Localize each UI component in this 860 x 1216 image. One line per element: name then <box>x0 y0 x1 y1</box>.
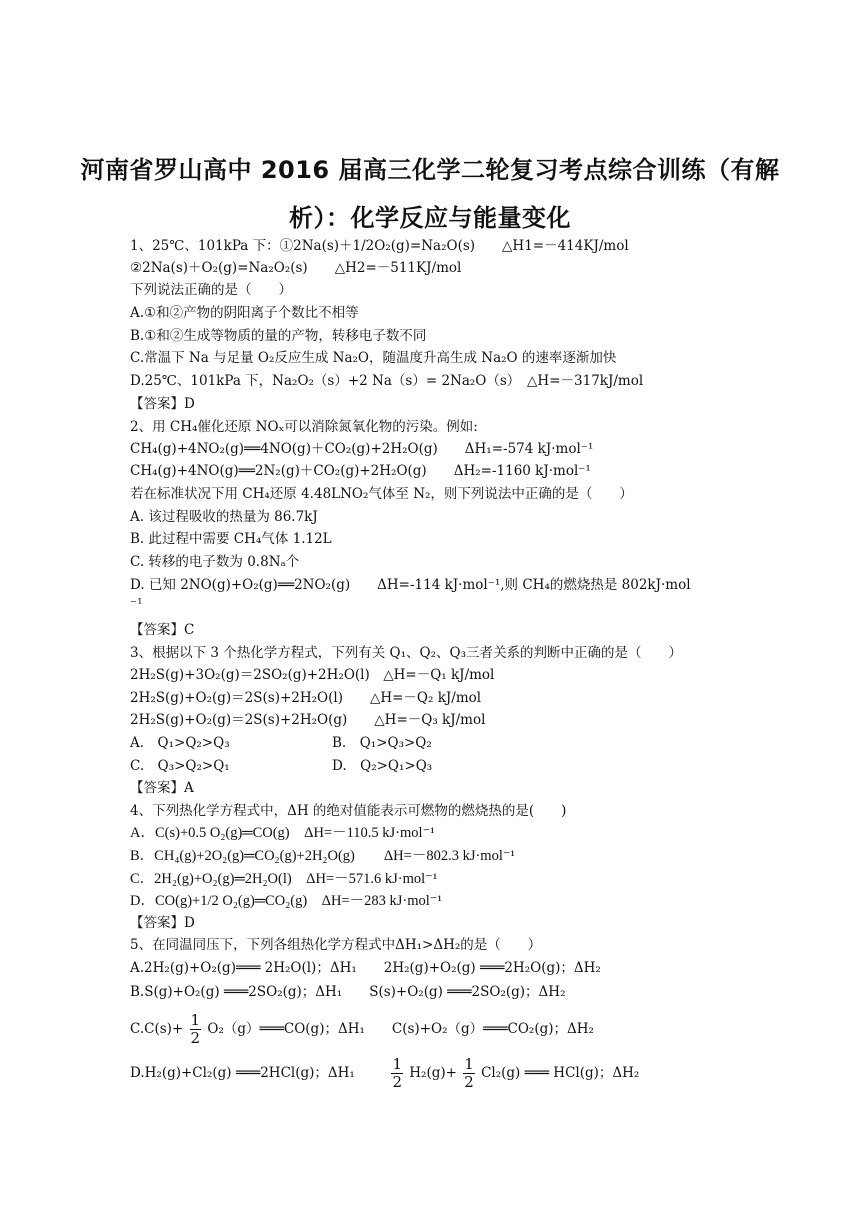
q3-answer: 【答案】A <box>130 780 194 796</box>
title-line-2: 析）：化学反应与能量变化 <box>289 204 571 232</box>
q1-option-b: B.①和②生成等物质的量的产物，转移电子数不同 <box>130 328 427 344</box>
q4-option-c: C．2H₂(g)+O₂(g)═2H₂O(l) ΔH=－571.6 kJ·mol⁻¹ <box>130 871 438 887</box>
fraction-denominator: 2 <box>392 1073 402 1091</box>
q5-option-c <box>130 1012 594 1047</box>
q3-option-b: B. Q₁>Q₃>Q₂ <box>332 735 432 751</box>
q2-prompt: 若在标准状况下用 CH₄还原 4.48LNO₂气体至 N₂，则下列说法中正确的是（ ） <box>130 486 633 502</box>
q1-option-d: D.25℃、101kPa 下，Na₂O₂（s）+2 Na（s）= 2Na₂O（s） △H=－317kJ/mol <box>130 373 644 389</box>
q5-option-d <box>130 1056 639 1091</box>
q2-answer: 【答案】C <box>130 622 195 638</box>
fraction-numerator: 1 <box>190 1011 201 1029</box>
q3-option-a: A. Q₁>Q₂>Q₃ <box>130 735 230 751</box>
q1-prompt: 下列说法正确的是（ ） <box>130 282 292 298</box>
q3-equation-3: 2H₂S(g)+O₂(g)＝2S(s)+2H₂O(g) △H=－Q₃ kJ/mol <box>130 712 486 728</box>
fraction-one-half <box>463 1056 475 1091</box>
q4-answer: 【答案】D <box>130 915 195 931</box>
q5-option-c-end: O₂（g）═══CO(g)；ΔH₁ C(s)+O₂（g）═══CO₂(g)；ΔH₂ <box>207 1021 594 1037</box>
q4-option-d: D．CO(g)+1/2 O₂(g)═CO₂(g) ΔH=－283 kJ·mol⁻¹ <box>130 893 442 909</box>
q1-option-a: A.①和②产物的阴阳离子个数比不相等 <box>130 305 359 321</box>
q3-equation-1: 2H₂S(g)+3O₂(g)＝2SO₂(g)+2H₂O(l) △H=－Q₁ kJ/mol <box>130 667 495 683</box>
q2-stem: 2、用 CH₄催化还原 NOₓ可以消除氮氧化物的污染。例如: <box>130 419 478 435</box>
q2-option-d-continued: ⁻¹ <box>130 596 143 612</box>
q5-option-b: B.S(g)+O₂(g) ═══2SO₂(g)；ΔH₁ S(s)+O₂(g) ═══2SO₂(g)；ΔH₂ <box>130 984 566 1000</box>
q4-stem: 4、下列热化学方程式中，ΔH 的绝对值能表示可燃物的燃烧热的是( ) <box>130 803 567 819</box>
q1-equation-2: ②2Na(s)＋O₂(g)=Na₂O₂(s) △H2=－511KJ/mol <box>130 260 462 276</box>
fraction-denominator: 2 <box>190 1029 201 1047</box>
q5-option-d-middle: H₂(g)+ <box>409 1065 457 1081</box>
q3-option-d: D. Q₂>Q₁>Q₃ <box>332 758 433 774</box>
q3-option-c: C. Q₃>Q₂>Q₁ <box>130 758 230 774</box>
fraction-numerator: 1 <box>392 1055 402 1073</box>
q2-option-a: A. 该过程吸收的热量为 86.7kJ <box>130 509 318 525</box>
q4-option-a: A．C(s)+0.5 O₂(g)═CO(g) ΔH=－110.5 kJ·mol⁻¹ <box>130 825 435 841</box>
q3-stem: 3、根据以下 3 个热化学方程式，下列有关 Q₁、Q₂、Q₃三者关系的判断中正确的是（ ） <box>130 645 682 661</box>
fraction-numerator: 1 <box>464 1055 474 1073</box>
q1-answer: 【答案】D <box>130 396 195 412</box>
q5-option-c-start: C.C(s)+ <box>130 1021 184 1037</box>
q5-stem: 5、在同温同压下，下列各组热化学方程式中ΔH₁>ΔH₂的是（ ） <box>130 937 542 953</box>
q1-option-c: C.常温下 Na 与足量 O₂反应生成 Na₂O，随温度升高生成 Na₂O 的速率逐渐加快 <box>130 350 617 366</box>
fraction-one-half <box>391 1056 403 1091</box>
fraction-one-half <box>190 1012 202 1047</box>
q2-option-b: B. 此过程中需要 CH₄气体 1.12L <box>130 531 332 547</box>
q3-equation-2: 2H₂S(g)+O₂(g)＝2S(s)+2H₂O(l) △H=－Q₂ kJ/mol <box>130 690 482 706</box>
q2-equation-1: CH₄(g)+4NO₂(g)══4NO(g)＋CO₂(g)+2H₂O(g) ΔH₁=-574 kJ·mol⁻¹ <box>130 441 594 457</box>
q1-stem: 1、25℃、101kPa 下：①2Na(s)＋1/2O₂(g)=Na₂O(s) △H1=－414KJ/mol <box>130 238 629 254</box>
q5-option-a: A.2H₂(g)+O₂(g)═══ 2H₂O(l)；ΔH₁ 2H₂(g)+O₂(g) ═══2H₂O(g)；ΔH₂ <box>130 960 601 976</box>
title-line-1: 河南省罗山高中 2016 届高三化学二轮复习考点综合训练（有解 <box>80 156 780 184</box>
q4-option-b: B．CH₄(g)+2O₂(g)═CO₂(g)+2H₂O(g) ΔH=－802.3 kJ·mol⁻¹ <box>130 848 515 864</box>
q2-equation-2: CH₄(g)+4NO(g)══2N₂(g)＋CO₂(g)+2H₂O(g) ΔH₂=-1160 kJ·mol⁻¹ <box>130 463 591 479</box>
q5-option-d-end: Cl₂(g) ═══ HCl(g)；ΔH₂ <box>481 1065 640 1081</box>
q2-option-d: D. 已知 2NO(g)+O₂(g)══2NO₂(g) ΔH=-114 kJ·mol⁻¹,则 CH₄的燃烧热是 802kJ·mol <box>130 577 691 593</box>
q5-option-d-start: D.H₂(g)+Cl₂(g) ═══2HCl(g)；ΔH₁ <box>130 1065 355 1081</box>
q2-option-c: C. 转移的电子数为 0.8Nₐ个 <box>130 554 300 570</box>
fraction-denominator: 2 <box>464 1073 474 1091</box>
